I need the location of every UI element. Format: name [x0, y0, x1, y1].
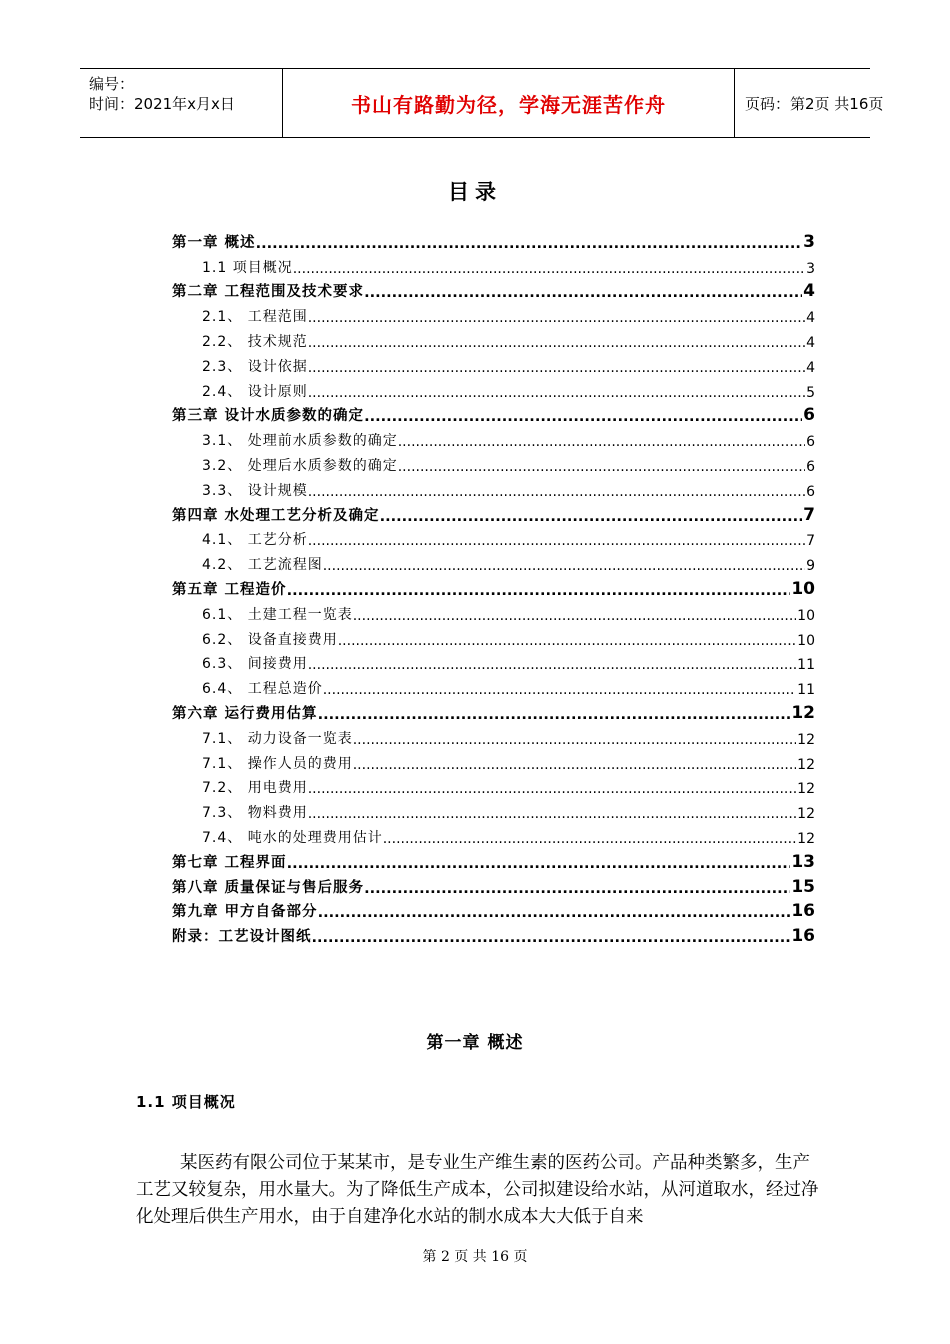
toc-entry-label: 第三章 设计水质参数的确定: [172, 408, 365, 425]
toc-entry-label: 7.4、 吨水的处理费用估计: [202, 829, 383, 846]
toc-entry-page: 7: [806, 533, 815, 550]
toc-entry-page: 9: [806, 558, 815, 575]
toc-dot-leader: [287, 583, 791, 601]
toc-dot-leader: [323, 682, 796, 700]
toc-entry-label: 7.1、 操作人员的费用: [202, 755, 353, 772]
toc-dot-leader: [364, 409, 802, 427]
toc-dot-leader: [308, 360, 805, 378]
toc-entry-page: 10: [791, 578, 815, 599]
toc-section-entry[interactable]: [172, 254, 815, 279]
body-paragraph: 某医药有限公司位于某某市，是专业生产维生素的医药公司。产品种类繁多，生产工艺又较复杂，用水量大。为了降低生产成本，公司拟建设给水站，从河道取水，经过净化处理后供生产用水，由于自建净化水站的制水成本大大低于自来: [136, 1153, 819, 1227]
toc-chapter-entry[interactable]: [172, 849, 815, 874]
toc-entry-label: 3.2、 处理后水质参数的确定: [202, 457, 398, 474]
toc-entry-page: 12: [791, 702, 815, 723]
toc-entry-label: 第五章 工程造价: [172, 581, 287, 598]
toc-section-entry[interactable]: [172, 651, 815, 676]
toc-entry-page: 12: [797, 731, 815, 748]
toc-entry-label: 第九章 甲方自备部分: [172, 904, 318, 921]
toc-dot-leader: [293, 261, 805, 279]
toc-chapter-entry[interactable]: [172, 279, 815, 304]
toc-dot-leader: [308, 385, 805, 403]
toc-entry-label: 2.2、 技术规范: [202, 333, 308, 350]
header-time-label: 时间：2021年x月x日: [89, 95, 235, 113]
toc-entry-page: 12: [797, 756, 815, 773]
toc-section-entry[interactable]: [172, 775, 815, 800]
toc-section-entry[interactable]: [172, 378, 815, 403]
toc-entry-label: 6.2、 设备直接费用: [202, 631, 338, 648]
toc-entry-label: 第六章 运行费用估算: [172, 705, 318, 722]
toc-dot-leader: [308, 310, 805, 328]
toc-entry-page: 12: [797, 830, 815, 847]
toc-entry-label: 4.2、 工艺流程图: [202, 557, 323, 574]
toc-chapter-entry[interactable]: [172, 576, 815, 601]
toc-dot-leader: [323, 558, 805, 576]
toc-entry-label: 2.1、 工程范围: [202, 309, 308, 326]
toc-entry-label: 7.2、 用电费用: [202, 780, 308, 797]
toc-section-entry[interactable]: [172, 626, 815, 651]
page-footer: 第 2 页 共 16 页: [422, 1249, 528, 1265]
chapter-title: 第一章 概述: [426, 1033, 524, 1053]
toc-entry-label: 3.1、 处理前水质参数的确定: [202, 433, 398, 450]
toc-dot-leader: [338, 633, 796, 651]
header-motto-cell: [283, 69, 735, 137]
toc-section-entry[interactable]: [172, 353, 815, 378]
toc-entry-page: 16: [791, 901, 815, 922]
toc-dot-leader: [308, 533, 805, 551]
toc-section-entry[interactable]: [172, 427, 815, 452]
toc-dot-leader: [308, 781, 796, 799]
toc-entry-label: 第七章 工程界面: [172, 854, 287, 871]
toc-entry-page: 4: [806, 359, 815, 376]
toc-entry-page: 11: [797, 682, 815, 699]
toc-entry-label: 4.1、 工艺分析: [202, 532, 308, 549]
toc-dot-leader: [353, 757, 796, 775]
toc-chapter-entry[interactable]: [172, 899, 815, 924]
toc-entry-page: 6: [806, 434, 815, 451]
toc-entry-label: 第一章 概述: [172, 234, 256, 251]
toc-dot-leader: [312, 930, 791, 948]
toc-entry-label: 6.4、 工程总造价: [202, 681, 323, 698]
toc-entry-page: 6: [806, 458, 815, 475]
toc-entry-label: 6.1、 土建工程一览表: [202, 606, 353, 623]
toc-entry-label: 6.3、 间接费用: [202, 656, 308, 673]
toc-chapter-entry[interactable]: [172, 874, 815, 899]
toc-entry-label: 附录：工艺设计图纸: [172, 929, 312, 946]
toc-entry-label: 1.1 项目概况: [202, 259, 293, 276]
toc-entry-label: 2.4、 设计原则: [202, 383, 308, 400]
toc-entry-label: 第四章 水处理工艺分析及确定: [172, 507, 380, 524]
toc-dot-leader: [398, 459, 805, 477]
toc-section-entry[interactable]: [172, 725, 815, 750]
toc-section-entry[interactable]: [172, 675, 815, 700]
toc-dot-leader: [364, 285, 802, 303]
toc-dot-leader: [287, 856, 791, 874]
toc-dot-leader: [383, 831, 796, 849]
toc-section-entry[interactable]: [172, 601, 815, 626]
toc-entry-page: 12: [797, 806, 815, 823]
toc-section-entry[interactable]: [172, 452, 815, 477]
section-title: 1.1 项目概况: [136, 1093, 236, 1111]
toc-section-entry[interactable]: [172, 303, 815, 328]
toc-dot-leader: [353, 608, 796, 626]
toc-dot-leader: [318, 707, 791, 725]
toc-chapter-entry[interactable]: [172, 403, 815, 428]
toc-chapter-entry[interactable]: [172, 229, 815, 254]
toc-dot-leader: [380, 509, 803, 527]
toc-section-entry[interactable]: [172, 750, 815, 775]
toc-dot-leader: [364, 881, 790, 899]
toc-dot-leader: [308, 335, 805, 353]
toc-entry-page: 6: [806, 483, 815, 500]
header-left-cell: [80, 69, 283, 137]
toc-entry-page: 3: [806, 260, 815, 277]
toc-section-entry[interactable]: [172, 328, 815, 353]
toc-section-entry[interactable]: [172, 824, 815, 849]
page-header: [80, 68, 884, 138]
toc-dot-leader: [353, 732, 796, 750]
body-text: [136, 1150, 826, 1231]
toc-section-entry[interactable]: [172, 477, 815, 502]
toc-chapter-entry[interactable]: [172, 923, 815, 948]
toc-entry-page: 7: [803, 504, 815, 525]
toc-title: 目录: [448, 180, 502, 204]
toc-entry-page: 16: [791, 926, 815, 947]
toc-dot-leader: [308, 657, 796, 675]
header-page-info: 页码：第2页 共16页: [745, 94, 884, 113]
toc-entry-page: 6: [803, 405, 815, 426]
toc-entry-label: 7.3、 物料费用: [202, 805, 308, 822]
toc-dot-leader: [318, 905, 791, 923]
toc-entry-page: 11: [797, 657, 815, 674]
toc-entry-page: 5: [806, 384, 815, 401]
table-of-contents: [172, 229, 815, 948]
toc-entry-label: 3.3、 设计规模: [202, 482, 308, 499]
toc-chapter-entry[interactable]: [172, 700, 815, 725]
toc-entry-page: 4: [803, 281, 815, 302]
toc-entry-page: 10: [797, 632, 815, 649]
toc-entry-page: 12: [797, 781, 815, 798]
toc-section-entry[interactable]: [172, 527, 815, 552]
toc-dot-leader: [308, 484, 805, 502]
header-motto: 书山有路勤为径，学海无涯苦作舟: [351, 92, 666, 117]
toc-dot-leader: [398, 434, 805, 452]
header-page-cell: [735, 69, 884, 137]
toc-entry-page: 15: [791, 876, 815, 897]
toc-entry-page: 10: [797, 607, 815, 624]
toc-entry-page: 13: [791, 851, 815, 872]
toc-entry-label: 第二章 工程范围及技术要求: [172, 284, 365, 301]
toc-section-entry[interactable]: [172, 799, 815, 824]
toc-section-entry[interactable]: [172, 551, 815, 576]
toc-dot-leader: [256, 236, 803, 254]
header-number-label: 编号：: [89, 75, 135, 93]
toc-entry-label: 2.3、 设计依据: [202, 358, 308, 375]
toc-dot-leader: [308, 806, 796, 824]
toc-entry-page: 4: [806, 310, 815, 327]
toc-entry-page: 3: [803, 231, 815, 252]
toc-chapter-entry[interactable]: [172, 502, 815, 527]
toc-entry-label: 第八章 质量保证与售后服务: [172, 879, 365, 896]
toc-entry-page: 4: [806, 334, 815, 351]
toc-entry-label: 7.1、 动力设备一览表: [202, 730, 353, 747]
